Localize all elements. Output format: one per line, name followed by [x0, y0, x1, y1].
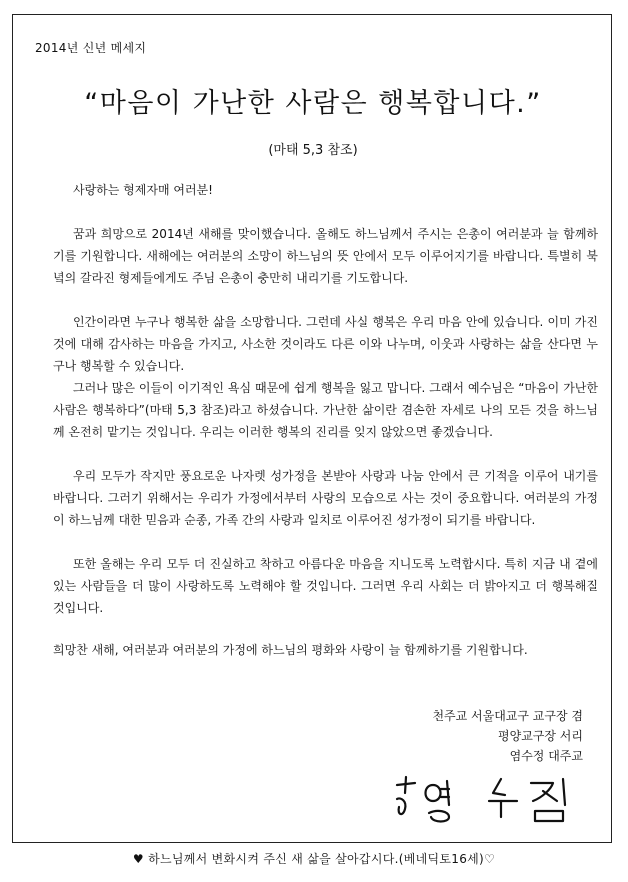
signature-name: 염수정 대주교 — [509, 749, 583, 763]
signature-title-2: 평양교구장 서리 — [498, 729, 583, 743]
scripture-reference: (마태 5,3 참조) — [268, 143, 358, 158]
document-heading: 2014년 신년 메세지 — [35, 41, 147, 55]
paragraph-1: 꿈과 희망으로 2014년 새해를 맞이했습니다. 올해도 하느님께서 주시는 은총이 여러분과 늘 함께하기를 기원합니다. 새해에는 여러분의 소망이 하느님의 뜻 안에서 모두 이루어지기를 바랍니다. 특별히 북녘의 갈라진 형제들에게도 주님 은총이 충만히 내리기를 기도합니다. — [53, 227, 598, 285]
paragraph-2: 인간이라면 누구나 행복한 삶을 소망합니다. 그런데 사실 행복은 우리 마음 안에 있습니다. 이미 가진 것에 대해 감사하는 마음을 가지고, 사소한 것이라도 다른 이와 나누며, 이웃과 사랑하는 삶을 산다면 누구나 행복할 수 있습니다. — [53, 315, 598, 373]
document-title: “마음이 가난한 사람은 행복합니다.” — [84, 88, 542, 119]
greeting: 사랑하는 형제자매 여러분! — [73, 183, 213, 197]
message-frame — [12, 14, 612, 843]
paragraph-5: 또한 올해는 우리 모두 더 진실하고 착하고 아름다운 마음을 지니도록 노력합시다. 특히 지금 내 곁에 있는 사람들을 더 많이 사랑하도록 노력해야 할 것입니다. 그러면 우리 사회는 더 밝아지고 더 행복해질 것입니다. — [53, 557, 598, 615]
signature-title-1: 천주교 서울대교구 교구장 겸 — [432, 709, 583, 723]
handwritten-signature — [393, 771, 593, 827]
paragraph-4: 우리 모두가 작지만 풍요로운 나자렛 성가정을 본받아 사랑과 나눔 안에서 큰 기적을 이루어 내기를 바랍니다. 그러기 위해서는 우리가 가정에서부터 사랑의 모습으로 사는 것이 중요합니다. 여러분의 가정이 하느님께 대한 믿음과 순종, 가족 간의 사랑과 일치로 이루어진 성가정이 되기를 바랍니다. — [53, 469, 598, 527]
footer-quote: ♥ 하느님께서 변화시켜 주신 새 삶을 살아갑시다.(베네딕토16세)♡ — [132, 852, 496, 866]
closing-paragraph: 희망찬 새해, 여러분과 여러분의 가정에 하느님의 평화와 사랑이 늘 함께하기를 기원합니다. — [53, 643, 528, 657]
paragraph-3: 그러나 많은 이들이 이기적인 욕심 때문에 쉽게 행복을 잃고 맙니다. 그래서 예수님은 “마음이 가난한 사람은 행복하다”(마태 5,3 참조)라고 하셨습니다. 가난한 삶이란 겸손한 자세로 나의 모든 것을 하느님께 온전히 맡기는 것입니다. 우리는 이러한 행복의 진리를 잊지 않았으면 좋겠습니다. — [53, 381, 598, 439]
